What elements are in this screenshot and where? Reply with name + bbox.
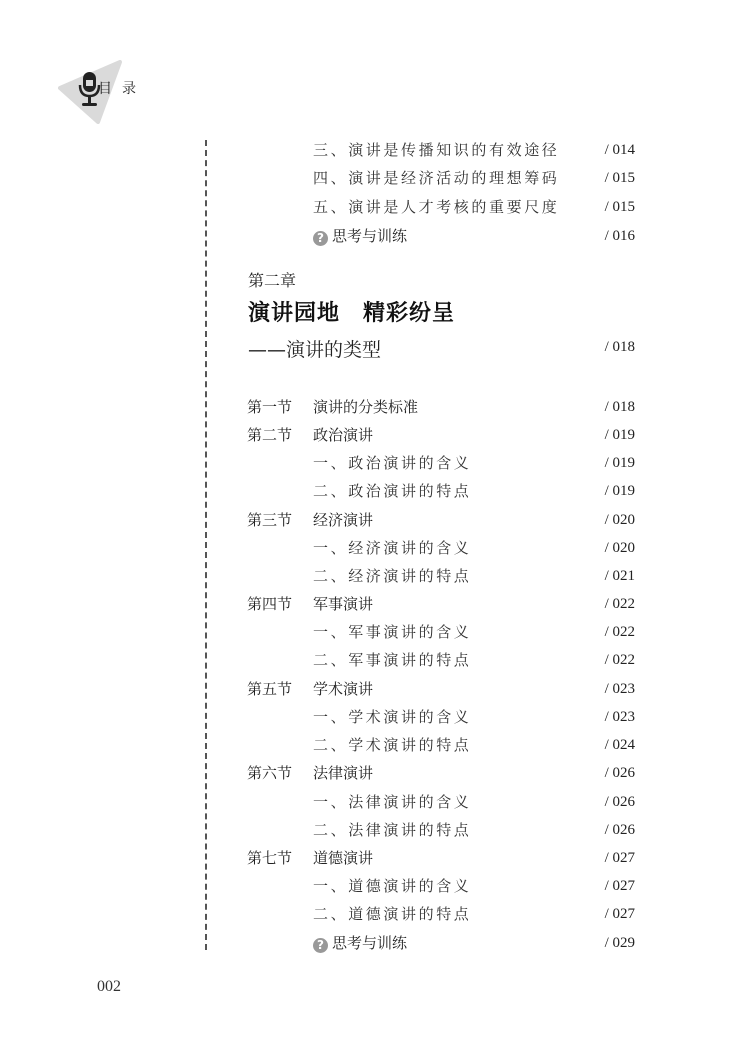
toc-entry[interactable] bbox=[0, 536, 750, 560]
toc-section[interactable] bbox=[0, 508, 750, 532]
entry-label: 二、法律演讲的特点 bbox=[313, 821, 472, 839]
entry-page: / 022 bbox=[604, 596, 635, 612]
entry-label: 演讲的分类标准 bbox=[313, 398, 419, 416]
question-icon: ? bbox=[313, 231, 328, 246]
section-number: 第三节 bbox=[247, 511, 293, 529]
entry-label: 三、演讲是传播知识的有效途径 bbox=[313, 141, 560, 159]
section-number: 第四节 bbox=[247, 595, 293, 613]
entry-page: / 019 bbox=[604, 483, 635, 499]
entry-label: 二、军事演讲的特点 bbox=[313, 651, 472, 669]
toc-section[interactable] bbox=[0, 592, 750, 616]
toc-entry[interactable] bbox=[0, 451, 750, 475]
entry-page: / 026 bbox=[604, 822, 635, 838]
entry-label: 一、法律演讲的含义 bbox=[313, 793, 472, 811]
entry-page: / 029 bbox=[604, 935, 635, 951]
entry-page: / 014 bbox=[604, 142, 635, 158]
chapter-subtitle: ——演讲的类型 bbox=[248, 339, 382, 361]
toc-section[interactable] bbox=[0, 761, 750, 785]
entry-label: 一、政治演讲的含义 bbox=[313, 454, 472, 472]
toc-entry[interactable] bbox=[0, 818, 750, 842]
toc-section[interactable] bbox=[0, 846, 750, 870]
toc-entry[interactable] bbox=[0, 564, 750, 588]
toc-entry[interactable] bbox=[0, 166, 750, 190]
entry-page: / 015 bbox=[604, 170, 635, 186]
entry-page: / 024 bbox=[604, 737, 635, 753]
entry-page: / 027 bbox=[604, 878, 635, 894]
entry-page: / 021 bbox=[604, 568, 635, 584]
entry-page: / 027 bbox=[604, 906, 635, 922]
entry-label: 思考与训练 bbox=[332, 227, 408, 245]
entry-label: 五、演讲是人才考核的重要尺度 bbox=[313, 198, 560, 216]
toc-entry[interactable] bbox=[0, 479, 750, 503]
entry-page: / 022 bbox=[604, 652, 635, 668]
question-icon: ? bbox=[313, 938, 328, 953]
section-number: 第二节 bbox=[247, 426, 293, 444]
page-number: 002 bbox=[97, 978, 121, 995]
entry-label: 思考与训练 bbox=[332, 934, 408, 952]
toc-title: 目录 bbox=[98, 81, 146, 97]
entry-page: / 022 bbox=[604, 624, 635, 640]
toc-entry[interactable] bbox=[0, 705, 750, 729]
chapter-number: 第二章 bbox=[248, 271, 297, 290]
section-number: 第七节 bbox=[247, 849, 293, 867]
section-number: 第一节 bbox=[247, 398, 293, 416]
entry-page: / 023 bbox=[604, 681, 635, 697]
entry-page: / 019 bbox=[604, 427, 635, 443]
entry-page: / 027 bbox=[604, 850, 635, 866]
toc-section[interactable] bbox=[0, 423, 750, 447]
entry-page: / 019 bbox=[604, 455, 635, 471]
entry-label: 学术演讲 bbox=[313, 680, 374, 698]
toc-entry[interactable] bbox=[0, 790, 750, 814]
entry-label: 二、政治演讲的特点 bbox=[313, 482, 472, 500]
toc-section[interactable] bbox=[0, 395, 750, 419]
entry-page: / 023 bbox=[604, 709, 635, 725]
toc-entry-exercise[interactable] bbox=[0, 224, 750, 248]
toc-section[interactable] bbox=[0, 677, 750, 701]
chapter-page: / 018 bbox=[604, 339, 635, 355]
toc-entry[interactable] bbox=[0, 195, 750, 219]
entry-label: 一、经济演讲的含义 bbox=[313, 539, 472, 557]
entry-page: / 020 bbox=[604, 540, 635, 556]
entry-label: 二、学术演讲的特点 bbox=[313, 736, 472, 754]
toc-entry-exercise[interactable] bbox=[0, 931, 750, 955]
toc-entry[interactable] bbox=[0, 902, 750, 926]
toc-entry[interactable] bbox=[0, 138, 750, 162]
entry-page: / 015 bbox=[604, 199, 635, 215]
entry-page: / 016 bbox=[604, 228, 635, 244]
chapter-title[interactable]: 演讲园地 精彩纷呈 bbox=[248, 301, 456, 326]
section-number: 第六节 bbox=[247, 764, 293, 782]
entry-page: / 026 bbox=[604, 794, 635, 810]
toc-entry[interactable] bbox=[0, 733, 750, 757]
entry-page: / 026 bbox=[604, 765, 635, 781]
entry-label: 道德演讲 bbox=[313, 849, 374, 867]
entry-label: 一、学术演讲的含义 bbox=[313, 708, 472, 726]
entry-label: 法律演讲 bbox=[313, 764, 374, 782]
entry-label: 二、道德演讲的特点 bbox=[313, 905, 472, 923]
entry-label: 军事演讲 bbox=[313, 595, 374, 613]
entry-label: 一、道德演讲的含义 bbox=[313, 877, 472, 895]
entry-page: / 018 bbox=[604, 399, 635, 415]
entry-label: 经济演讲 bbox=[313, 511, 374, 529]
entry-label: 一、军事演讲的含义 bbox=[313, 623, 472, 641]
toc-entry[interactable] bbox=[0, 648, 750, 672]
entry-label: 政治演讲 bbox=[313, 426, 374, 444]
section-number: 第五节 bbox=[247, 680, 293, 698]
entry-label: 四、演讲是经济活动的理想筹码 bbox=[313, 169, 560, 187]
toc-entry[interactable] bbox=[0, 874, 750, 898]
toc-entry[interactable] bbox=[0, 620, 750, 644]
entry-page: / 020 bbox=[604, 512, 635, 528]
entry-label: 二、经济演讲的特点 bbox=[313, 567, 472, 585]
